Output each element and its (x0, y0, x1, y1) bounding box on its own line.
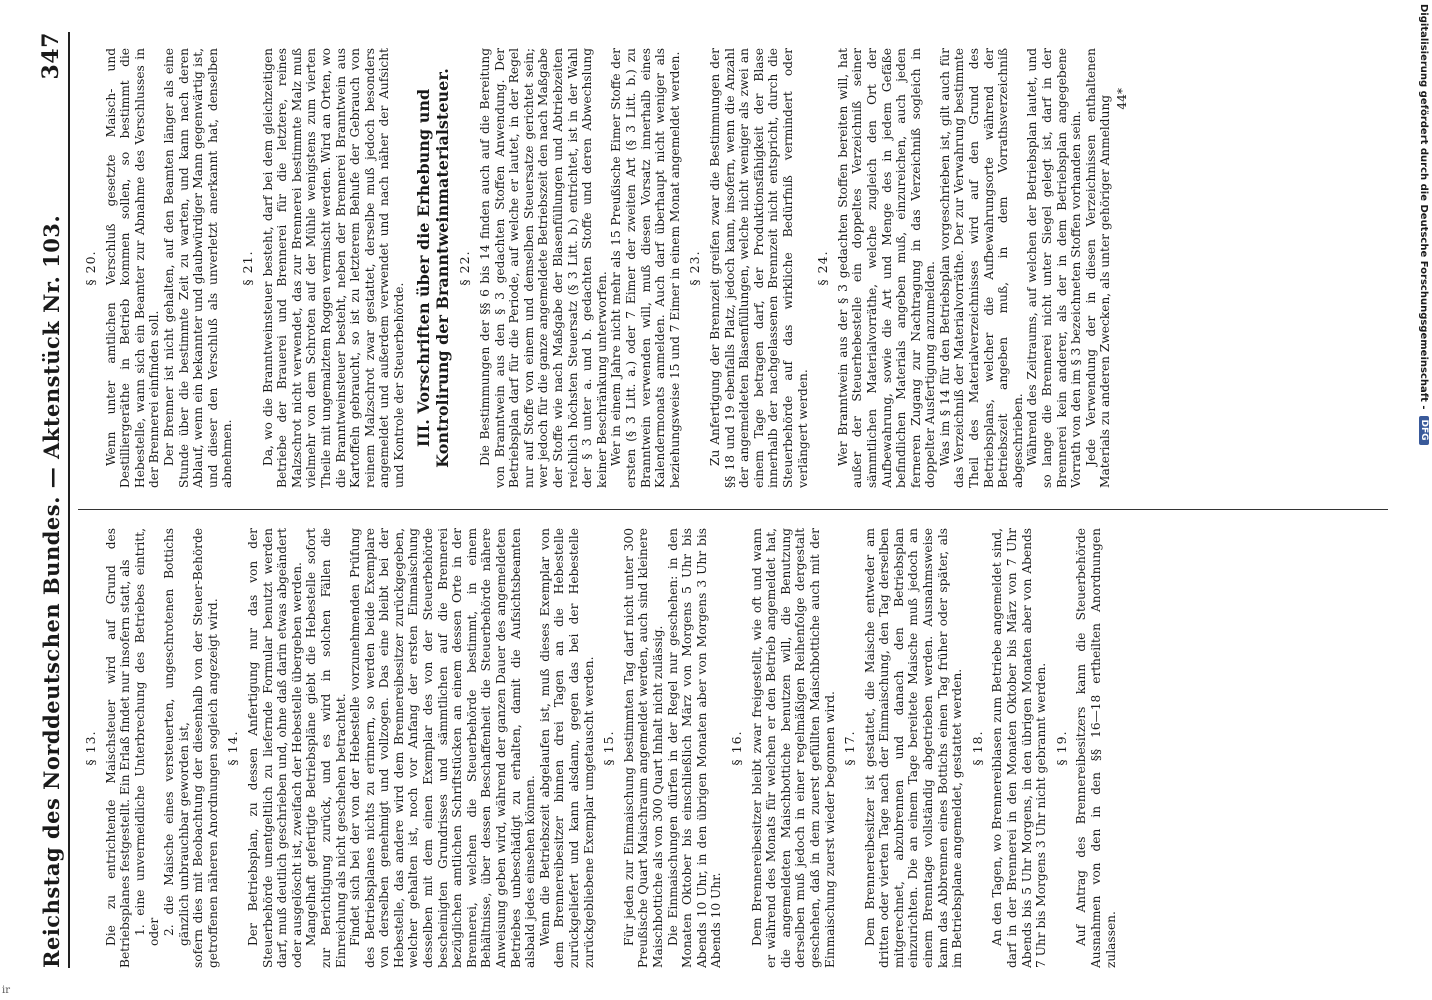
paragraph: Auf Antrag des Brennereibesitzers kann die Steuerbehörde Ausnahmen von den in den §§ 16—18 ertheilten Anordnungen zulassen. (1074, 528, 1118, 968)
paragraph: Was im § 14 für den Betriebsplan vorgeschrieben ist, gilt auch für das Verzeichniß der Materialvorräthe. Der zur Verwahrung bestimmte Theil des Materialverzeichnisses wird auf den Grund des Betriebsplans, welcher die Aufbewahrungsorte während der Betriebszeit angeben muß, in dem Vorrathsverzeichniß abgeschrieben. (937, 48, 1025, 488)
list-item: 2. die Maische eines versteuerten, ungeschrotenen Bottichs gänzlich unbrauchbar geworden ist, (161, 528, 191, 946)
section-heading: § 19. (1053, 730, 1069, 766)
paragraph: Wer Branntwein aus der § 3 gedachten Stoffen bereiten will, hat außer der Steuerhebestelle ein doppeltes Verzeichniß seiner sämmtlichen Materialvorräthe, welche zugleich den Ort der Aufbewahrung, sowie die Art und Menge des in jedem Gefäße befindlichen Materials angeben muß, einzureichen, auch jeden ferneren Zugang zur Nachtragung in das Verzeichniß sogleich in doppelter Ausfertigung anzumelden. (835, 48, 938, 488)
chapter-title: III. Vorschriften über die Erhebung und Kontrolirung der Branntweinmaterialsteuer. (414, 68, 453, 468)
section-heading: § 21. (239, 250, 255, 286)
section-heading: § 24. (815, 250, 831, 286)
paragraph: Da, wo die Branntweinsteuer besteht, darf bei dem gleichzeitigen Betriebe der Brauerei und Brennerei für die letztere, reines Malzschrot nicht verwendet, das zur Brennerei bestimmte Malz muß vielmehr von dem Schroten auf der Mühle wenigstens zum vierten Theile mit ungemalztem Roggen vermischt werden. Wird an Orten, wo die Branntweinsteuer besteht, neben der Brennerei Branntwein aus Kartoffeln gebraucht, so ist zu letzterem Behufe der Gebrauch von reinem Malzschrot zwar gestattet, derselbe muß jedoch besonders angemeldet und außerdem verwendet und nach näher der Aufsicht und Kontrole der Steuerbehörde. (260, 48, 406, 488)
section-heading: § 14. (225, 730, 241, 766)
page-number: 347 (38, 32, 64, 80)
paragraph: Wenn unter amtlichen Verschluß gesetzte Maisch- und Destilliergeräthe in Betrieb kommen sollen, so bestimmt die Hebestelle, wann sich ein Beamter zur Abnahme des Verschlusses in der Brennerei einfinden soll. (103, 48, 162, 488)
funding-note-text: Digitalisierung gefördert durch die Deutsche Forschungsgemeinschaft - (1418, 4, 1430, 410)
paragraph: Zu Anfertigung der Brennzeit greifen zwar die Bestimmungen der §§ 18 und 19 ebenfalls Platz, jedoch kann, insofern, wenn die Anzahl der angemeldeten Blasenfüllungen, welche nicht weniger als zwei an einem Tage betragen darf, der Produktionsfähigkeit der Blase innerhalb der nachgelassenen Brennzeit nicht entspricht, durch die Steuerbehörde auf das wirkliche Bedürfniß vermindert oder verlängert werden. (707, 48, 810, 488)
paragraph: Wenn die Betriebszeit abgelaufen ist, muß dieses Exemplar von dem Brennereibesitzer binnen drei Tagen an die Hebestelle zurückgeliefert und kann alsdann, gegen das bei der Hebestelle zurückgebliebene Exemplar umgetauscht werden. (537, 528, 596, 968)
right-column (78, 48, 1388, 488)
paragraph: Die Bestimmungen der §§ 6 bis 14 finden auch auf die Bereitung von Branntwein aus den § 3 gedachten Stoffen Anwendung. Der Betriebsplan darf für die Periode, auf welche er lautet, in der Regel nur auf Stoffe von einem und demselben Steuersatze gerichtet sein; wer jedoch für die ganze angemeldete Betriebszeit den nach Maßgabe der Stoffe wie nach Maßgabe der Blasenfüllungen und Abtriebzeiten reichlich höchsten Steuersatz (§ 3 Litt. b.) entrichtet, ist in der Wahl der § 3 unter a. und b. gedachten Stoffe und deren Abwechslung keiner Beschränkung unterworfen. (478, 48, 609, 488)
paragraph: Dem Brennereibesitzer bleibt zwar freigestellt, wie oft und wann er während des Monats für welchen er den Betrieb angemeldet hat, die angemeldeten Maischbottiche benutzen will, die Benutzung derselben muß jedoch in einer regelmäßigen Reihenfolge dergestalt geschehen, daß in dem zuerst gefüllten Maischbottiche auch mit der Einmaischung zuerst wieder begonnen wird. (749, 528, 837, 968)
document-page (16, 12, 1408, 988)
section-heading: § 18. (969, 730, 985, 766)
paragraph: An den Tagen, wo Brennereiblasen zum Betriebe angemeldet sind, darf in der Brennerei in den Monaten Oktober bis März von 7 Uhr Abends bis 5 Uhr Morgens, in den übrigen Monaten aber von Abends 7 Uhr bis Morgens 3 Uhr nicht gebrannt werden. (990, 528, 1049, 968)
section-heading: § 17. (842, 730, 858, 766)
paragraph: Während des Zeitraums, auf welchen der Betriebsplan lautet, und so lange die Brennerei nicht unter Siegel gelegt ist, darf in der Brennerei kein anderer, als der in dem Betriebsplan angegebene Vorrath von den im § 3 bezeichneten Stoffen vorhanden sein. (1025, 48, 1084, 488)
funding-note-strip (1416, 0, 1432, 1000)
section-heading: § 23. (687, 250, 703, 286)
sheet-signature: 44* (1115, 88, 1129, 110)
section-heading: § 22. (457, 250, 473, 286)
paragraph: Jede Verwendung der in diesen Verzeichnissen enthaltenen Materials zu anderen Zwecken, als unter gehöriger Anmeldung (1083, 48, 1113, 488)
page-header (24, 32, 64, 968)
paragraph: sofern dies mit Beobachtung der diesenhalb von der Steuer-Behörde getroffenen näheren Anordnungen sogleich angezeigt wird. (191, 528, 220, 968)
section-heading: § 20. (83, 250, 98, 286)
header-rule (68, 32, 70, 968)
section-heading: § 16. (728, 730, 744, 766)
scan-corner-mark: ir (2, 985, 10, 996)
paragraph: Der Betriebsplan, zu dessen Anfertigung nur das von der Steuerbehörde unentgeltlich zu liefernde Formular benutzt werden darf, muß deutlich geschrieben und, ohne daß darin etwas abgeändert oder ausgelöscht ist, zweifach der Hebestelle übergeben werden. (245, 528, 304, 968)
paragraph: Dem Brennereibesitzer ist gestattet, die Maische entweder am dritten oder vierten Tage nach der Einmaischung, den Tag derselben mitgerechnet, abzubrennen und danach den Betriebsplan einzurichten. Die an einem Tage bereitete Maische muß jedoch an einem Brenntage vollständig abgetrieben werden. Ausnahmsweise kann das Abbrennen eines Bottichs einen Tag früher oder später, als im Betriebsplane angemeldet, gestattet werden. (862, 528, 965, 968)
enumerated-list (133, 528, 191, 968)
list-item: 1. eine unvermeidliche Unterbrechung des Betriebes eintritt, oder (132, 528, 162, 946)
rotated-page-content (16, 12, 1408, 988)
paragraph: Der Brenner ist nicht gehalten, auf den Beamten länger als eine Stunde über die bestimmte Zeit zu warten, und kann nach deren Ablauf, wenn ein bekannter und glaubwürdiger Mann gegenwärtig ist, und dieser den Verschluß als unverletzt anerkannt hat, denselben abnehmen. (161, 48, 235, 488)
page-header-title: Reichstag des Norddeutschen Bundes. — Aktenstück Nr. 103. (39, 214, 64, 968)
dfg-logo: DFG (1419, 416, 1429, 445)
paragraph: Die zu entrichtende Maischsteuer wird auf Grund des Betriebsplanes festgestellt. Ein Erlaß findet nur insofern statt, als (103, 528, 133, 968)
paragraph: Wer in einem Jahre nicht mehr als 15 Preußische Eimer Stoffe der ersten (§ 3 Litt. a.) oder 7 Eimer der zweiten Art (§ 3 Litt. b.) zu Branntwein verwenden will, muß diesen Vorsatz innerhalb eines Kalendermonats anmelden. Auch darf überhaupt nicht weniger als beziehungsweise 15 und 7 Eimer in einem Monat angemeldet werden. (609, 48, 682, 488)
section-heading: § 15. (601, 730, 617, 766)
column-divider (78, 509, 1388, 510)
funding-note (1416, 0, 1432, 1000)
section-heading: § 13. (83, 730, 98, 766)
paragraph: Findet sich bei der von der Hebestelle vorzunehmenden Prüfung des Betriebsplanes nichts zu erinnern, so werden beide Exemplare von derselben genehmigt und vollzogen. Das eine bleibt bei der Hebestelle, das andere wird dem Brennereibesitzer zurückgegeben, welcher gehalten ist, noch vor Anfang der ersten Einmaischung desselben mit dem einen Exemplar des von der Steuerbehörde bescheinigten Grundrisses und sämmtlichen auf die Brennerei bezüglichen amtlichen Schriftstücken an einem dessen Orte in der Brennerei, welchen die Steuerbehörde bestimmt, in einem Behältnisse, über dessen Beschaffenheit die Steuerbehörde nähere Anweisung geben wird, während der ganzen Dauer des angemeldeten Betriebes unbeschädigt zu erhalten, damit die Aufsichtsbeamten alsbald jedes einsehen können. (348, 528, 538, 968)
paragraph: Mangelhaft gefertigte Betriebspläne giebt die Hebestelle sofort zur Berichtigung zurück, und es wird in solchen Fällen die Einreichung als nicht geschehen betrachtet. (304, 528, 348, 968)
paragraph: Die Einmaischungen dürfen in der Regel nur geschehen: in den Monaten Oktober bis einschließlich März von Morgens 5 Uhr bis Abends 10 Uhr, in den übrigen Monaten aber von Morgens 3 Uhr bis Abends 10 Uhr. (665, 528, 724, 968)
left-column (78, 528, 1388, 968)
paragraph: Für jeden zur Einmaischung bestimmten Tag darf nicht unter 300 Preußische Quart Maischraum angemeldet werden, auch sind kleinere Maischbottiche als von 300 Quart Inhalt nicht zulässig. (621, 528, 665, 968)
